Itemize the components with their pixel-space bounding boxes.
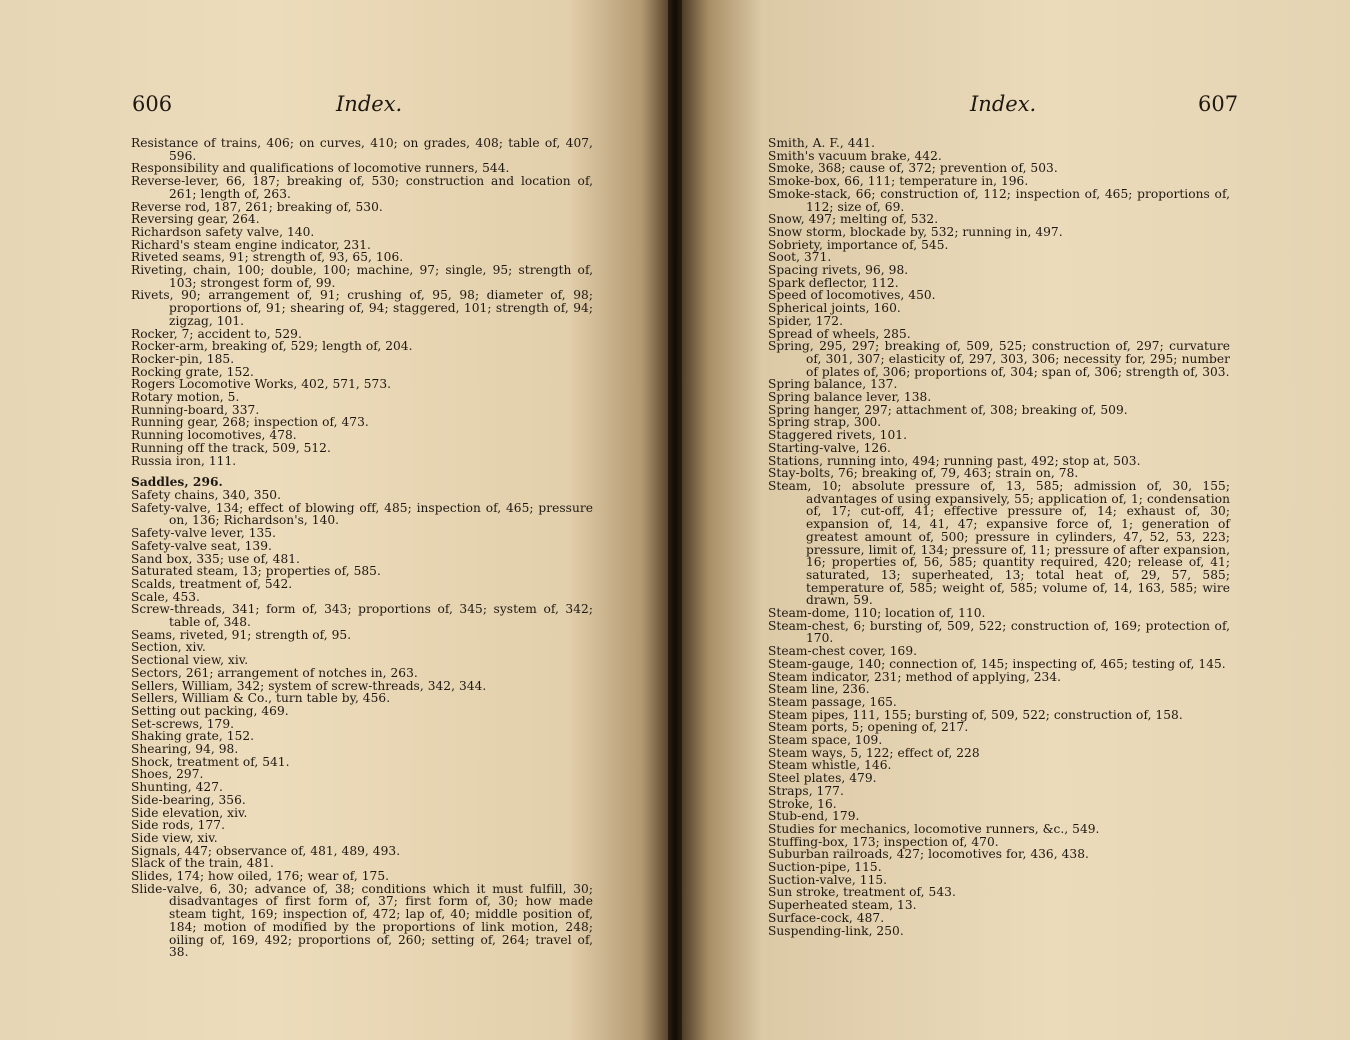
index-entry: Sellers, William & Co., turn table by, 456. (131, 691, 391, 706)
index-entry: Surface-cock, 487. (768, 910, 885, 925)
index-entry: Safety-valve seat, 139. (131, 538, 272, 553)
index-entry: Riveting, chain, 100; double, 100; machine, 97; single, 95; strength of, 103; strongest form of, 99. (131, 263, 593, 290)
index-entry: Riveted seams, 91; strength of, 93, 65, 106. (131, 250, 404, 265)
index-entry: Signals, 447; observance of, 481, 489, 493. (131, 843, 401, 858)
index-entry: Side rods, 177. (131, 818, 225, 833)
index-entry: Suspending-link, 250. (768, 923, 904, 938)
index-entry: Steam ways, 5, 122; effect of, 228 (768, 745, 980, 760)
index-entry: Studies for mechanics, locomotive runners, &c., 549. (768, 821, 1100, 836)
index-entry: Steam passage, 165. (768, 694, 897, 709)
index-entry: Richard's steam engine indicator, 231. (131, 237, 371, 252)
index-entry: Smoke, 368; cause of, 372; prevention of, 503. (768, 161, 1058, 176)
index-entry: Steam space, 109. (768, 733, 883, 748)
index-entry: Steam ports, 5; opening of, 217. (768, 720, 969, 735)
index-entry: Spring, 295, 297; breaking of, 509, 525; construction of, 297; curvature of, 301, 307; elasticity of, 297, 303, 306; necessity for, 295; number of plates of, 306; proportions of, 304; span of, 306; strength of, 303. (768, 339, 1230, 379)
left-page (0, 0, 668, 1040)
index-entry: Reversing gear, 264. (131, 212, 260, 227)
index-entry: Running gear, 268; inspection of, 473. (131, 415, 369, 430)
index-entry: Staggered rivets, 101. (768, 428, 908, 443)
index-entry: Steam-chest cover, 169. (768, 644, 918, 659)
book-gutter (668, 0, 682, 1040)
index-entry: Safety-valve, 134; effect of blowing off, 485; inspection of, 465; pressure on, 136; Richardson's, 140. (131, 500, 593, 528)
index-entry: Spacing rivets, 96, 98. (768, 263, 909, 278)
index-entry: Steam line, 236. (768, 682, 870, 697)
index-entry: Snow storm, blockade by, 532; running in, 497. (768, 224, 1063, 239)
page-number: 607 (1198, 92, 1239, 116)
index-entry: Smith, A. F., 441. (768, 136, 876, 150)
page-title: Index. (336, 92, 403, 116)
index-entry: Set-screws, 179. (131, 716, 235, 731)
index-entry: Sand box, 335; use of, 481. (131, 551, 300, 566)
index-entry: Running off the track, 509, 512. (131, 440, 331, 455)
index-entry: Starting-valve, 126. (768, 440, 891, 455)
index-entry: Straps, 177. (768, 783, 844, 798)
index-entry: Suction-valve, 115. (768, 872, 888, 887)
index-entry: Running-board, 337. (131, 402, 260, 417)
index-entry: Spring strap, 300. (768, 415, 882, 430)
index-entry: Steel plates, 479. (768, 771, 877, 786)
index-entry: Rotary motion, 5. (131, 390, 240, 405)
index-entry: Rivets, 90; arrangement of, 91; crushing of, 95, 98; diameter of, 98; proportions of, 91; shearing of, 94; staggered, 101; strength of, 94; zigzag, 101. (131, 288, 593, 328)
index-entry: Setting out packing, 469. (131, 703, 289, 718)
index-entry: Scale, 453. (131, 589, 200, 604)
index-entry: Steam-chest, 6; bursting of, 509, 522; construction of, 169; protection of, 170. (768, 618, 1230, 646)
index-entry: Soot, 371. (768, 250, 832, 265)
index-entry: Saddles, 296. (131, 475, 223, 490)
index-entry: Section, xiv. (131, 640, 206, 655)
index-entry: Stations, running into, 494; running past, 492; stop at, 503. (768, 453, 1141, 468)
index-entry: Slides, 174; how oiled, 176; wear of, 175. (131, 869, 390, 884)
index-entry: Steam-gauge, 140; connection of, 145; inspecting of, 465; testing of, 145. (768, 656, 1226, 671)
index-entry: Richardson safety valve, 140. (131, 224, 315, 239)
index-entry: Running locomotives, 478. (131, 428, 297, 443)
index-entry: Spring hanger, 297; attachment of, 308; breaking of, 509. (768, 402, 1128, 417)
index-entry: Spread of wheels, 285. (768, 326, 911, 341)
index-entry: Stroke, 16. (768, 796, 837, 811)
index-entry: Sectional view, xiv. (131, 653, 249, 668)
index-entry: Reverse-lever, 66, 187; breaking of, 530; construction and location of, 261; length of, 263. (131, 174, 593, 201)
right-page (682, 0, 1350, 1040)
index-entries-right (768, 137, 1230, 937)
index-entry: Screw-threads, 341; form of, 343; proportions of, 345; system of, 342; table of, 348. (131, 602, 593, 630)
index-entries-left (131, 137, 593, 959)
index-entry: Safety-valve lever, 135. (131, 526, 277, 541)
index-entry: Rocker-arm, breaking of, 529; length of, 204. (131, 339, 413, 354)
index-entry: Russia iron, 111. (131, 453, 237, 468)
index-entry: Rocker, 7; accident to, 529. (131, 326, 302, 341)
index-entry: Spring balance, 137. (768, 377, 898, 392)
index-entry: Sectors, 261; arrangement of notches in, 263. (131, 665, 418, 680)
index-entry: Sobriety, importance of, 545. (768, 237, 949, 252)
index-entry: Spring balance lever, 138. (768, 390, 932, 405)
index-entry: Seams, riveted, 91; strength of, 95. (131, 627, 352, 642)
index-entry: Stuffing-box, 173; inspection of, 470. (768, 834, 999, 849)
index-entry: Safety chains, 340, 350. (131, 487, 282, 502)
index-entry: Stub-end, 179. (768, 809, 860, 824)
index-entry: Shoes, 297. (131, 767, 204, 782)
index-entry: Steam pipes, 111, 155; bursting of, 509, 522; construction of, 158. (768, 707, 1183, 722)
index-entry: Scalds, treatment of, 542. (131, 576, 293, 591)
index-entry: Snow, 497; melting of, 532. (768, 212, 939, 227)
index-entry: Suction-pipe, 115. (768, 860, 882, 875)
index-entry: Spark deflector, 112. (768, 275, 899, 290)
index-entry: Saturated steam, 13; properties of, 585. (131, 564, 381, 579)
index-entry: Slack of the train, 481. (131, 856, 274, 871)
index-entry: Steam indicator, 231; method of applying, 234. (768, 669, 1062, 684)
index-entry: Side elevation, xiv. (131, 805, 248, 820)
index-entry: Smoke-box, 66, 111; temperature in, 196. (768, 174, 1029, 189)
page-number: 606 (132, 92, 173, 116)
index-entry: Rocker-pin, 185. (131, 351, 235, 366)
index-entry: Speed of locomotives, 450. (768, 288, 936, 303)
index-entry: Spider, 172. (768, 313, 844, 328)
index-entry: Resistance of trains, 406; on curves, 410; on grades, 408; table of, 407, 596. (131, 136, 593, 163)
index-entry: Reverse rod, 187, 261; breaking of, 530. (131, 199, 383, 214)
index-entry: Steam whistle, 146. (768, 758, 892, 773)
index-entry: Shunting, 427. (131, 780, 223, 795)
index-entry: Rocking grate, 152. (131, 364, 254, 379)
index-entry: Steam, 10; absolute pressure of, 13, 585; admission of, 30, 155; advantages of using expansively, 55; application of, 1; condensation of, 17; cut-off, 41; effective pressure of, 14; exhaust of, 30; expansion of, 14, 41, 47; expansive force of, 1; generation of greatest amount of, 500; pressure in cylinders, 47, 52, 53, 223; pressure, limit of, 134; pressure of, 11; pressure of after expansion, 16; properties of, 56, 585; quantity required, 420; release of, 41; saturated, 13; superheated, 13; total heat of, 29, 57, 585; temperature of, 585; weight of, 585; volume of, 14, 163, 585; wire drawn, 59. (768, 478, 1230, 608)
index-entry: Side-bearing, 356. (131, 792, 246, 807)
index-entry: Spherical joints, 160. (768, 301, 901, 316)
page-title: Index. (970, 92, 1037, 116)
index-entry: Rogers Locomotive Works, 402, 571, 573. (131, 377, 392, 392)
index-entry: Slide-valve, 6, 30; advance of, 38; conditions which it must fulfill, 30; disadvantages of first form of, 37; first form of, 30; how made steam tight, 169; inspection of, 472; lap of, 40; middle position of, 184; motion of modified by the proportions of link motion, 248; oiling of, 169, 492; proportions of, 260; setting of, 264; travel of, 38. (131, 881, 593, 960)
index-entry: Side view, xiv. (131, 830, 218, 845)
index-entry: Responsibility and qualifications of locomotive runners, 544. (131, 161, 510, 176)
index-entry: Shaking grate, 152. (131, 729, 255, 744)
index-entry: Suburban railroads, 427; locomotives for, 436, 438. (768, 847, 1089, 862)
index-entry: Superheated steam, 13. (768, 898, 917, 913)
index-entry: Smoke-stack, 66; construction of, 112; inspection of, 465; proportions of, 112; size of, 69. (768, 186, 1230, 214)
index-entry: Shock, treatment of, 541. (131, 754, 290, 769)
index-entry: Steam-dome, 110; location of, 110. (768, 606, 986, 621)
index-entry: Sellers, William, 342; system of screw-threads, 342, 344. (131, 678, 487, 693)
index-entry: Sun stroke, treatment of, 543. (768, 885, 956, 900)
index-entry: Smith's vacuum brake, 442. (768, 148, 942, 163)
index-entry: Shearing, 94, 98. (131, 742, 239, 757)
index-entry: Stay-bolts, 76; breaking of, 79, 463; strain on, 78. (768, 466, 1079, 481)
